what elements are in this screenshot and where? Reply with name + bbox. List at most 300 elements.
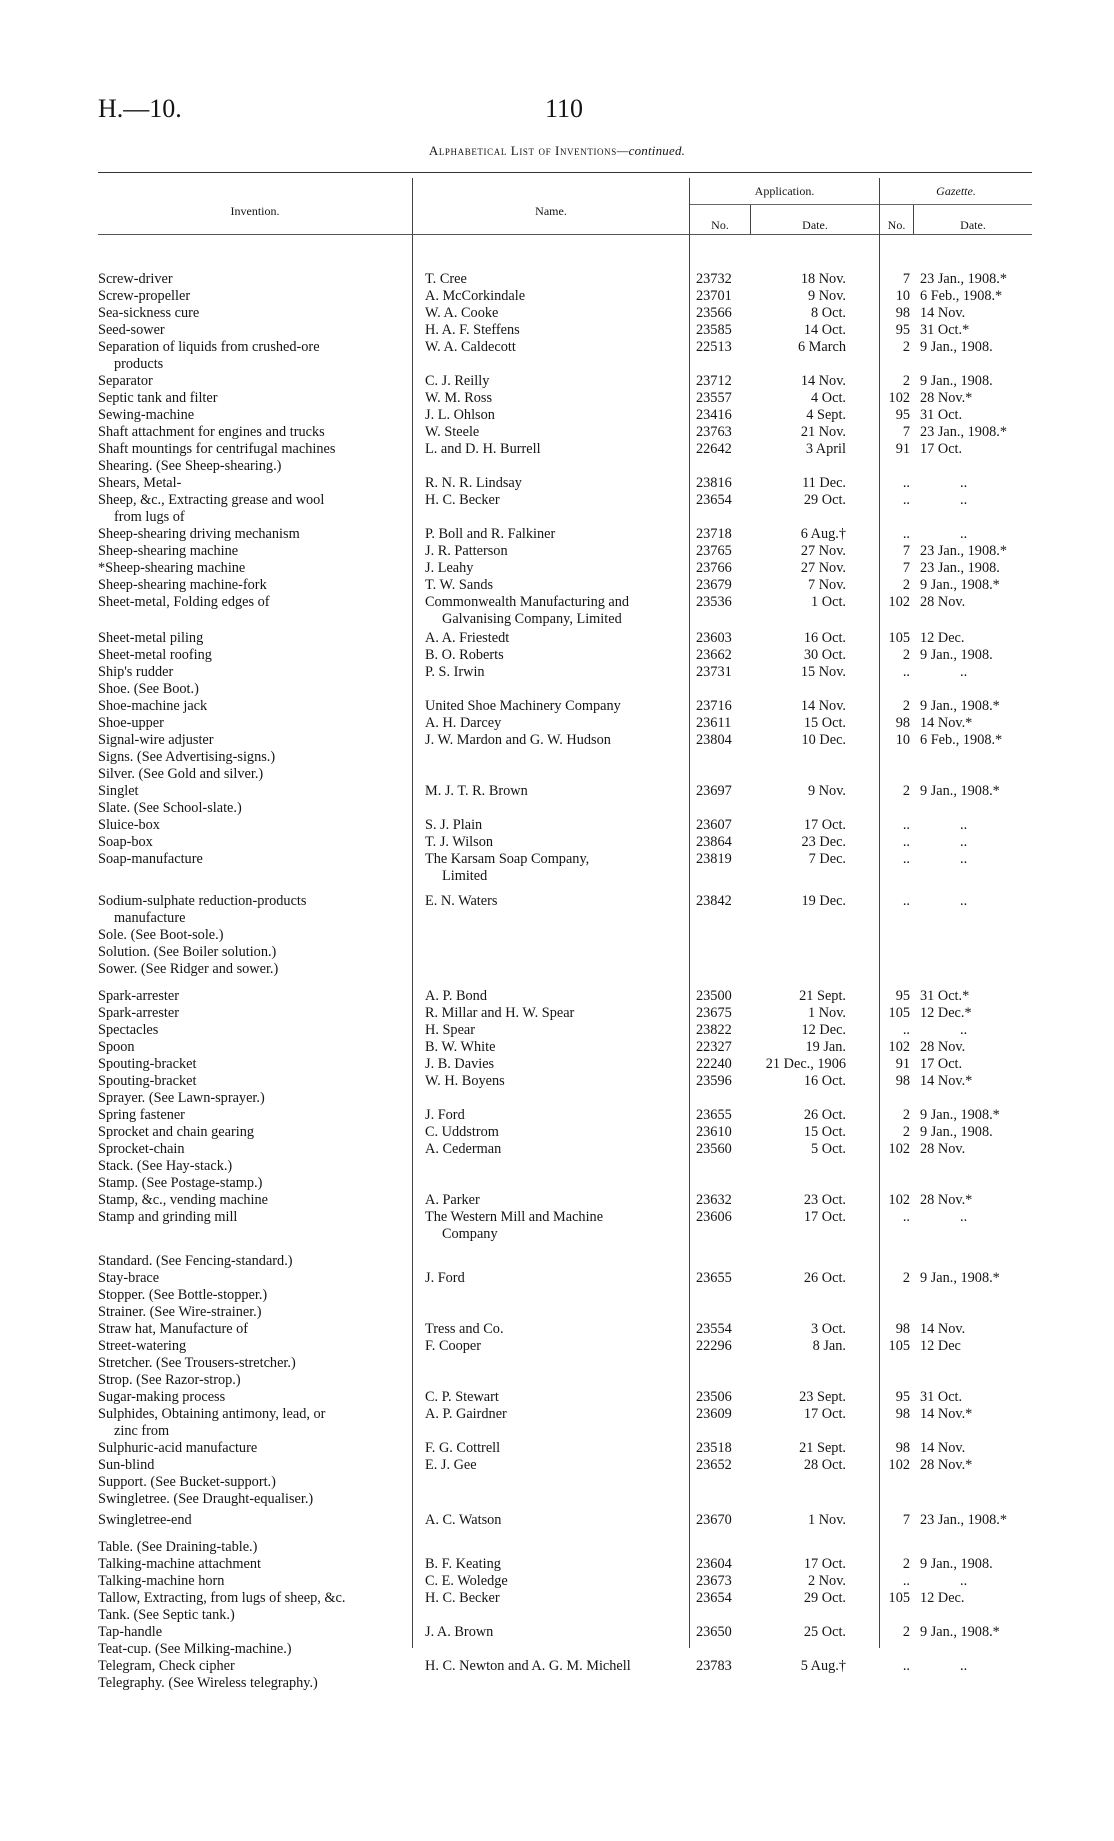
invention-cell: Spark-arrester [98,988,179,1004]
gazette-subheader-rule [880,204,1032,205]
invention-cell: Sodium-sulphate reduction-products [98,893,307,909]
gazette-date: 28 Nov. [920,594,966,610]
gazette-date: 9 Jan., 1908. [920,1124,993,1140]
gazette-number: 2 [902,783,910,799]
table-row [0,407,1114,424]
invention-cell: Signal-wire adjuster [98,732,214,748]
gazette-number: .. [902,817,910,833]
gazette-number: .. [902,1022,910,1038]
invention-cell: Shoe-upper [98,715,164,731]
gazette-date: 28 Nov.* [920,1457,973,1473]
application-number: 23662 [696,647,732,663]
application-number: 23655 [696,1107,732,1123]
table-row [0,1338,1114,1355]
application-number: 23609 [696,1406,732,1422]
name-cell: J. L. Ohlson [425,407,495,423]
application-date: 15 Oct. [803,715,846,731]
invention-cell: Shaft mountings for centrifugal machines [98,441,336,457]
invention-cell: Sulphides, Obtaining antimony, lead, or [98,1406,326,1422]
gazette-date: 28 Nov. [920,1039,966,1055]
gazette-number: 2 [902,1270,910,1286]
gazette-number: 2 [902,339,910,355]
gazette-number: 98 [895,1406,910,1422]
table-row [0,1590,1114,1607]
application-date: 21 Sept. [799,988,846,1004]
invention-cell-continued: from lugs of [114,509,185,525]
table-row [0,1355,1114,1372]
table-row [0,1141,1114,1158]
gazette-number: 102 [888,594,910,610]
name-cell: W. H. Boyens [425,1073,505,1089]
name-cell: A. A. Friestedt [425,630,510,646]
col-head-app-no: No. [711,218,729,232]
invention-cell: Stay-brace [98,1270,160,1286]
table-row [0,288,1114,305]
application-number: 23716 [696,698,732,714]
name-cell: H. C. Becker [425,1590,500,1606]
name-cell: E. J. Gee [425,1457,477,1473]
name-cell: T. Cree [425,271,467,287]
application-date: 23 Oct. [803,1192,846,1208]
name-cell: W. A. Cooke [425,305,499,321]
gazette-number: 7 [902,560,910,576]
application-date: 26 Oct. [803,1107,846,1123]
gazette-date: 9 Jan., 1908.* [920,1107,1000,1123]
gazette-number: 2 [902,373,910,389]
application-date: 14 Oct. [803,322,846,338]
gazette-date: 14 Nov.* [920,715,973,731]
name-cell: M. J. T. R. Brown [425,783,528,799]
name-cell-continued: Galvanising Company, Limited [442,611,622,627]
name-cell: L. and D. H. Burrell [425,441,541,457]
invention-cell: Silver. (See Gold and silver.) [98,766,264,782]
col-head-app-date: Date. [802,218,828,232]
gazette-number: 95 [895,1389,910,1405]
application-number: 23670 [696,1512,732,1528]
invention-cell: Telegram, Check cipher [98,1658,235,1674]
table-row [0,1641,1114,1658]
gazette-number: 10 [895,288,910,304]
table-row [0,322,1114,339]
invention-cell-continued: zinc from [114,1423,170,1439]
invention-cell: Ship's rudder [98,664,174,680]
application-date: 8 Jan. [812,1338,846,1354]
gazette-date: 14 Nov. [920,305,966,321]
table-header-bottom-rule [98,234,1032,235]
application-number: 23554 [696,1321,732,1337]
col-head-application: Application. [754,184,815,198]
gazette-date: 9 Jan., 1908. [920,339,993,355]
gazette-date: 12 Dec.* [920,1005,972,1021]
gazette-number: .. [902,1209,910,1225]
gazette-number: 95 [895,322,910,338]
application-number: 23596 [696,1073,732,1089]
page-code: H.—10. [98,94,182,123]
application-number: 22327 [696,1039,732,1055]
table-row [0,1253,1114,1270]
application-number: 23718 [696,526,732,542]
col-head-gaz-date: Date. [960,218,986,232]
table-row [0,339,1114,373]
application-number: 23607 [696,817,732,833]
name-cell: J. W. Mardon and G. W. Hudson [425,732,611,748]
name-cell: B. F. Keating [425,1556,501,1572]
table-row [0,475,1114,492]
gazette-number: .. [902,834,910,850]
application-number: 23518 [696,1440,732,1456]
invention-cell: Septic tank and filter [98,390,218,406]
application-number: 23566 [696,305,732,321]
invention-cell: Sugar-making process [98,1389,226,1405]
gazette-date: .. [960,1573,968,1589]
application-date: 10 Dec. [801,732,846,748]
name-cell: F. G. Cottrell [425,1440,501,1456]
invention-cell: Solution. (See Boiler solution.) [98,944,277,960]
name-cell: B. O. Roberts [425,647,504,663]
application-number: 23557 [696,390,732,406]
table-row [0,526,1114,543]
table-row [0,1073,1114,1090]
table-row [0,271,1114,288]
application-date: 19 Jan. [805,1039,846,1055]
invention-cell: Swingletree-end [98,1512,192,1528]
gazette-number: 102 [888,390,910,406]
gazette-number: .. [902,475,910,491]
gazette-number: 91 [895,1056,910,1072]
application-date: 11 Dec. [802,475,846,491]
gazette-number: 102 [888,1039,910,1055]
table-row [0,1287,1114,1304]
application-number: 23632 [696,1192,732,1208]
application-number: 23842 [696,893,732,909]
table-row [0,1005,1114,1022]
invention-cell: Seed-sower [98,322,165,338]
table-row [0,961,1114,978]
application-date: 3 Oct. [811,1321,846,1337]
application-number: 23560 [696,1141,732,1157]
table-row [0,988,1114,1005]
application-date: 25 Oct. [803,1624,846,1640]
application-date: 15 Nov. [800,664,846,680]
gazette-number: .. [902,526,910,542]
gazette-number: 2 [902,647,910,663]
application-date: 7 Nov. [808,577,846,593]
name-cell: J. B. Davies [425,1056,495,1072]
name-cell: The Western Mill and Machine [425,1209,604,1225]
table-row [0,577,1114,594]
gazette-number: 2 [902,1124,910,1140]
table-row [0,390,1114,407]
invention-cell: Shaft attachment for engines and trucks [98,424,325,440]
gazette-date: 12 Dec. [920,1590,965,1606]
page-title [0,143,1114,159]
gazette-number: 95 [895,407,910,423]
table-row [0,441,1114,458]
invention-cell: Stretcher. (See Trousers-stretcher.) [98,1355,296,1371]
invention-cell: Stopper. (See Bottle-stopper.) [98,1287,268,1303]
gazette-number: .. [902,1658,910,1674]
application-date: 8 Oct. [811,305,846,321]
gazette-date: 14 Nov.* [920,1406,973,1422]
application-number: 23604 [696,1556,732,1572]
application-date: 1 Nov. [808,1005,846,1021]
table-row [0,1440,1114,1457]
application-number: 23606 [696,1209,732,1225]
application-date: 4 Oct. [811,390,846,406]
table-row [0,817,1114,834]
gazette-number: .. [902,851,910,867]
name-cell: J. Ford [425,1107,465,1123]
table-row [0,424,1114,441]
table-row [0,944,1114,961]
invention-cell: Shoe-machine jack [98,698,208,714]
application-number: 23655 [696,1270,732,1286]
name-cell: F. Cooper [425,1338,482,1354]
invention-cell: Sower. (See Ridger and sower.) [98,961,279,977]
name-cell: A. P. Gairdner [425,1406,507,1422]
gazette-date: 9 Jan., 1908. [920,1556,993,1572]
application-date: 21 Nov. [800,424,846,440]
invention-cell: Tap-handle [98,1624,163,1640]
gazette-number: .. [902,664,910,680]
table-row [0,1124,1114,1141]
application-date: 19 Dec. [801,893,846,909]
invention-cell: Spark-arrester [98,1005,179,1021]
table-row [0,1372,1114,1389]
invention-cell: Sprayer. (See Lawn-sprayer.) [98,1090,265,1106]
invention-cell: Sheep, &c., Extracting grease and wool [98,492,325,508]
gazette-number: 2 [902,698,910,714]
invention-cell: Stamp. (See Postage-stamp.) [98,1175,263,1191]
table-row [0,543,1114,560]
application-subheader-rule [689,204,879,205]
name-cell: H. A. F. Steffens [425,322,520,338]
application-number: 23603 [696,630,732,646]
name-cell: B. W. White [425,1039,496,1055]
application-date: 4 Sept. [806,407,846,423]
table-row [0,1209,1114,1243]
invention-cell: Sluice-box [98,817,160,833]
invention-cell: Stack. (See Hay-stack.) [98,1158,233,1174]
invention-cell-continued: products [114,356,164,372]
gazette-number: 102 [888,1457,910,1473]
invention-cell: Spoon [98,1039,135,1055]
application-date: 23 Sept. [799,1389,846,1405]
invention-cell: Tallow, Extracting, from lugs of sheep, &c. [98,1590,346,1606]
page-number: 110 [545,94,584,123]
table-row [0,927,1114,944]
invention-cell: Swingletree. (See Draught-equaliser.) [98,1491,314,1507]
gazette-number: 105 [888,1338,910,1354]
application-date: 14 Nov. [800,373,846,389]
application-date: 16 Oct. [803,630,846,646]
table-row [0,1039,1114,1056]
table-top-rule [98,172,1032,173]
gazette-number: 105 [888,630,910,646]
application-number: 23864 [696,834,732,850]
invention-cell: Spouting-bracket [98,1056,197,1072]
invention-cell: Sprocket-chain [98,1141,185,1157]
invention-cell: Sole. (See Boot-sole.) [98,927,224,943]
gazette-date: 17 Oct. [920,1056,963,1072]
gazette-date: 6 Feb., 1908.* [920,732,1003,748]
name-cell: J. Leahy [425,560,474,576]
application-number: 23675 [696,1005,732,1021]
gazette-date: 14 Nov. [920,1440,966,1456]
invention-cell: Teat-cup. (See Milking-machine.) [98,1641,292,1657]
invention-cell: Table. (See Draining-table.) [98,1539,258,1555]
gazette-date: 14 Nov.* [920,1073,973,1089]
application-date: 30 Oct. [803,647,846,663]
application-number: 23673 [696,1573,732,1589]
table-row [0,1491,1114,1508]
gazette-number: .. [902,1573,910,1589]
col-head-invention: Invention. [230,204,280,218]
gazette-date: 9 Jan., 1908. [920,647,993,663]
name-cell: C. J. Reilly [425,373,490,389]
application-number: 23763 [696,424,732,440]
application-number: 23500 [696,988,732,1004]
table-row [0,1090,1114,1107]
name-cell: Commonwealth Manufacturing and [425,594,630,610]
invention-cell: *Sheep-shearing machine [98,560,246,576]
application-date: 3 April [805,441,846,457]
table-row [0,834,1114,851]
application-date: 1 Nov. [808,1512,846,1528]
gazette-number: 2 [902,577,910,593]
gazette-date: 6 Feb., 1908.* [920,288,1003,304]
gazette-date: 28 Nov.* [920,1192,973,1208]
table-row [0,594,1114,628]
application-date: 5 Aug.† [800,1658,846,1674]
table-row [0,1624,1114,1641]
invention-cell: Spring fastener [98,1107,185,1123]
application-number: 23585 [696,322,732,338]
name-cell-continued: Limited [442,868,488,884]
invention-cell-continued: manufacture [114,910,186,926]
gazette-number: 98 [895,1440,910,1456]
gazette-number: 7 [902,271,910,287]
gazette-date: .. [960,1658,968,1674]
name-cell: H. C. Becker [425,492,500,508]
name-cell: W. M. Ross [425,390,493,406]
table-row [0,1658,1114,1675]
table-row [0,1192,1114,1209]
name-cell: C. P. Stewart [425,1389,499,1405]
invention-cell: Slate. (See School-slate.) [98,800,242,816]
gazette-date: 14 Nov. [920,1321,966,1337]
gazette-number: 102 [888,1192,910,1208]
gazette-number: 10 [895,732,910,748]
gazette-number: 98 [895,1073,910,1089]
application-date: 16 Oct. [803,1073,846,1089]
application-date: 29 Oct. [803,492,846,508]
invention-cell: Sheep-shearing machine-fork [98,577,267,593]
application-date: 17 Oct. [803,1556,846,1572]
gazette-number: 7 [902,543,910,559]
application-number: 23697 [696,783,732,799]
application-number: 23816 [696,475,732,491]
gazette-date: 12 Dec. [920,630,965,646]
invention-cell: Sprocket and chain gearing [98,1124,255,1140]
page-title-main: Alphabetical List of Inventions [428,143,617,158]
gazette-date: 9 Jan., 1908.* [920,783,1000,799]
page-title-suffix: —continued. [616,143,686,158]
application-number: 22240 [696,1056,732,1072]
application-number: 22296 [696,1338,732,1354]
invention-cell: Talking-machine attachment [98,1556,261,1572]
table-row [0,630,1114,647]
invention-cell: Telegraphy. (See Wireless telegraphy.) [98,1675,318,1691]
invention-cell: Shears, Metal- [98,475,182,491]
name-cell: H. C. Newton and A. G. M. Michell [425,1658,631,1674]
application-date: 1 Oct. [811,594,846,610]
gazette-number: 102 [888,1141,910,1157]
gazette-date: .. [960,1022,968,1038]
name-cell: J. A. Brown [425,1624,494,1640]
table-row [0,698,1114,715]
application-date: 17 Oct. [803,1406,846,1422]
table-row [0,1512,1114,1529]
gazette-number: 2 [902,1556,910,1572]
table-row [0,766,1114,783]
gazette-number: 7 [902,424,910,440]
gazette-date: 23 Jan., 1908.* [920,1512,1007,1528]
invention-cell: Strop. (See Razor-strop.) [98,1372,241,1388]
gazette-number: .. [902,492,910,508]
name-cell: United Shoe Machinery Company [425,698,621,714]
application-number: 23732 [696,271,732,287]
gazette-number: .. [902,893,910,909]
application-date: 29 Oct. [803,1590,846,1606]
application-number: 23765 [696,543,732,559]
application-date: 28 Oct. [803,1457,846,1473]
application-date: 6 Aug.† [800,526,846,542]
name-cell: A. P. Bond [425,988,487,1004]
gazette-date: .. [960,817,968,833]
gazette-number: 2 [902,1624,910,1640]
gazette-date: .. [960,664,968,680]
invention-cell: Sulphuric-acid manufacture [98,1440,258,1456]
application-number: 22513 [696,339,732,355]
gazette-date: 31 Oct. [920,407,963,423]
table-row [0,800,1114,817]
application-number: 23654 [696,492,732,508]
invention-cell: Screw-driver [98,271,173,287]
table-row [0,305,1114,322]
gazette-date: 23 Jan., 1908.* [920,424,1007,440]
application-number: 23652 [696,1457,732,1473]
col-head-gaz-no: No. [887,218,906,232]
application-number: 23536 [696,594,732,610]
gazette-date: 31 Oct.* [920,322,970,338]
table-row [0,681,1114,698]
gazette-number: 95 [895,988,910,1004]
gazette-date: 9 Jan., 1908.* [920,577,1000,593]
application-date: 26 Oct. [803,1270,846,1286]
application-number: 23822 [696,1022,732,1038]
invention-cell: Standard. (See Fencing-standard.) [98,1253,293,1269]
application-number: 23506 [696,1389,732,1405]
invention-cell: Spectacles [98,1022,159,1038]
name-cell: J. R. Patterson [425,543,508,559]
name-cell: R. Millar and H. W. Spear [425,1005,575,1021]
invention-cell: Sheep-shearing machine [98,543,239,559]
application-date: 5 Oct. [811,1141,846,1157]
application-number: 23611 [696,715,732,731]
name-cell: The Karsam Soap Company, [425,851,590,867]
table-row [0,1474,1114,1491]
